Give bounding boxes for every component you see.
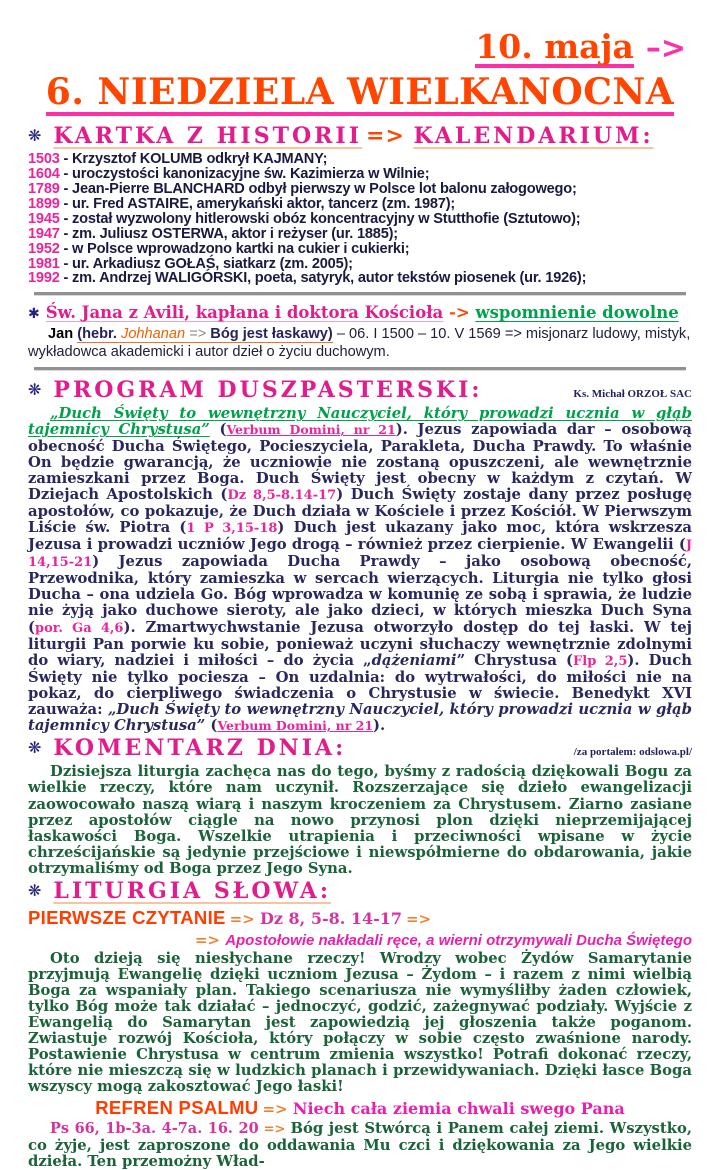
- date-line: [28, 27, 692, 68]
- entry-year: 1945: [28, 210, 60, 227]
- page-title: 6. NIEDZIELA WIELKANOCNA: [28, 74, 692, 116]
- entry-text: - zm. Juliusz OSTERWA, aktor i reżyser (ur. 1885);: [59, 225, 398, 242]
- entry-year: 1992: [28, 270, 60, 287]
- star-icon: ✱: [28, 306, 40, 323]
- arrow-icon: =>: [366, 123, 414, 149]
- arrow-icon: =>: [406, 910, 432, 929]
- cross-flower-icon: ❋: [28, 380, 42, 400]
- calendar-entry: [28, 167, 692, 182]
- calendar-entry: [28, 212, 692, 227]
- cross-flower-icon: ❋: [28, 738, 42, 758]
- calendar-entry: [28, 242, 692, 257]
- history-title: KARTKA Z HISTORII: [53, 123, 363, 149]
- psalm-body: Ps 66, 1b-3a. 4-7a. 16. 20 => Bóg jest Stwórcą i Panem całej ziemi. Wszystko, co żyje, jest zaproszone do oddawania Mu czci i dziękowania za Jego wielkie dzieła. Ten przemożny Wład-: [28, 1120, 692, 1170]
- psalm-refren-text: Niech cała ziemia chwali swego Pana: [292, 1099, 625, 1119]
- program-title: PROGRAM DUSZPASTERSKI:: [53, 377, 483, 404]
- psalm-refren-line: [28, 1098, 692, 1119]
- arrow-icon: =>: [194, 930, 226, 949]
- cross-flower-icon: ❋: [28, 126, 42, 145]
- date-arrow-icon: –>: [645, 31, 686, 66]
- psalm-refren-label: REFREN PSALMU: [95, 1097, 259, 1119]
- calendar-list: [28, 152, 692, 286]
- komentarz-title: KOMENTARZ DNIA:: [53, 735, 347, 762]
- program-body: „Duch Święty to wewnętrzny Nauczyciel, który prowadzi ucznia w głąb tajemnicy Chrystusa” (Verbum Domini, nr 21). Jezus zapowiada dar – osobową obecność Ducha Świętego, Pocieszyciela, Parakleta, Ducha Prawdy. To właśnie On będzie gwarancją, że uczniowie nie zostaną opuszczeni, ale wewnętrznie zamieszkani przez Boga. Duch Święty jest obecny w każdym z czytań. W Dziejach Apostolskich (Dz 8,5-8.14-17) Duch Święty zostaje dany przez posługę apostołów, co pokazuje, że Duch działa w Kościele i przez Kościół. W Pierwszym Liście św. Piotra (1 P 3,15-18) Duch jest ukazany jako moc, która wskrzesza Jezusa i prowadzi uczniów Jego drogą – również przez cierpienie. W Ewangelii (J 14,15-21) Jezus zapowiada Ducha Prawdy – jako osobową obecność, Przewodnika, który zamieszka w sercach wierzących. Liturgia nie tylko głosi Ducha – ona udziela Go. Bóg wprowadza w komunię ze sobą i sprawia, że ludzie nie żyją jako duchowe sieroty, ale jako dzieci, w których mieszka Duch Syna (por. Ga 4,6). Zmartwychwstanie Jezusa otworzyło dostęp do tej łaski. W tej liturgii Pan porwie ku sobie, ponieważ uczyni słuchaczy wewnętrznie zdolnymi do wiary, nadziei i miłości – do życia „dążeniami” Chrystusa (Flp 2,5). Duch Święty nie tylko pociesza – On uzdalnia: do wytrwałości, do miłości nie na pokaz, do cierpliwego świadczenia o Chrystusie w świecie. Benedykt XVI zauważa: „Duch Święty to wewnętrzny Nauczyciel, który prowadzi ucznia w głąb tajemnicy Chrystusa” (Verbum Domini, nr 21).: [28, 405, 693, 735]
- program-header: [28, 378, 692, 402]
- date-text: 10. maja: [475, 27, 634, 66]
- first-reading-subtitle-text: Apostołowie nakładali ręce, a wierni otrzymywali Ducha Świętego: [225, 931, 692, 949]
- komentarz-header: [28, 736, 692, 760]
- entry-text: - ur. Fred ASTAIRE, amerykański aktor, tancerz (zm. 1987);: [59, 195, 456, 212]
- first-reading-subtitle: [28, 931, 692, 949]
- history-header: [28, 124, 692, 148]
- kalendarium-title: KALENDARIUM:: [413, 123, 654, 149]
- calendar-entry: [28, 197, 692, 212]
- liturgia-header: [28, 879, 692, 903]
- entry-text: - Jean-Pierre BLANCHARD odbył pierwszy w Polsce lot balonu załogowego;: [59, 181, 577, 197]
- entry-text: - został wyzwolony hitlerowski obóz koncentracyjny w Stutthofie (Sztutowo);: [59, 210, 581, 227]
- calendar-entry: [28, 182, 692, 197]
- calendar-entry: [28, 271, 692, 286]
- entry-text: - ur. Arkadiusz GOŁAŚ, siatkarz (zm. 2005);: [59, 255, 353, 272]
- entry-year: 1899: [28, 195, 60, 212]
- entry-year: 1503: [28, 151, 60, 168]
- arrow-icon: =>: [262, 1100, 293, 1119]
- first-reading-body: Oto dzieją się niesłychane rzeczy! Wrodzy wobec Żydów Samarytanie przyjmują Ewangelię dzięki uczniom Jezusa – Żydom – i razem z nimi wielbią Boga za wspaniały plan. Takiego scenariusza nie wymyśliłby żaden człowiek, tylko Bóg może tak działać – jednoczyć, godzić, zażegnywać podziały. Wyjście z Ewangelią do Samarytan jest zapowiedzią jej głoszenia także poganom. Zwiastuje rozwój Kościoła, który połączy w sobie często zwaśnione narody. Postawienie Chrystusa w centrum zmienia wszystko! Potrafi dokonać rzeczy, które nie mieszczą się w ludzkich planach i przewidywaniach. Dzięki łasce Boga wszyscy mogą zakosztować Jego łaski!: [28, 949, 692, 1096]
- cross-flower-icon: ❋: [28, 881, 42, 901]
- entry-year: 1789: [28, 181, 60, 197]
- first-reading-ref: Dz 8, 5-8. 14-17: [260, 909, 403, 929]
- first-reading-label: PIERWSZE CZYTANIE: [28, 907, 226, 929]
- arrow-icon: =>: [229, 910, 261, 929]
- saint-header: [28, 303, 692, 323]
- komentarz-credit: /za portalem: odslowa.pl/: [573, 746, 692, 759]
- entry-year: 1952: [28, 240, 60, 257]
- calendar-entry: [28, 152, 692, 167]
- entry-text: - zm. Andrzej WALIGÓRSKI, poeta, satyryk, autor tekstów piosenek (ur. 1926);: [59, 270, 587, 287]
- entry-text: - uroczystości kanonizacyjne św. Kazimierza w Wilnie;: [59, 166, 430, 183]
- entry-year: 1947: [28, 225, 60, 242]
- liturgia-title: LITURGIA SŁOWA:: [53, 878, 331, 905]
- entry-text: - Krzysztof KOLUMB odkrył KAJMANY;: [59, 151, 328, 168]
- entry-year: 1981: [28, 255, 60, 272]
- separator: [34, 367, 686, 371]
- komentarz-body: Dzisiejsza liturgia zachęca nas do tego, byśmy z radością dziękowali Bogu za wielkie rzeczy, które nam uczynił. Rozszerzające się dzieło ewangelizacji zaowocowało naszą wiarą i naszym kroczeniem za Chrystusem. Ziarno zasiane przez apostołów ciągle na nowo przynosi plon dzięki nieprzemijającej łaskawości Boga. Wszelkie utrapienia i przeciwności wpisane w życie chrześcijańskie są jedynie przejściowe i niewspółmierne do obdarowania, jakie otrzymaliśmy od Boga przez Jego Syna.: [28, 763, 692, 877]
- saint-description: Jan (hebr. Johhanan => Bóg jest łaskawy) – 06. I 1500 – 10. V 1569 => misjonarz ludowy, mistyk, wykładowca akademicki i autor dzieł o życiu duchowym.: [28, 326, 691, 360]
- saint-header-text: Św. Jana z Avili, kapłana i doktora Kościoła -> wspomnienie dowolne: [45, 303, 679, 323]
- entry-year: 1604: [28, 166, 60, 183]
- program-author: Ks. Michał ORZOŁ SAC: [573, 388, 692, 401]
- calendar-entry: [28, 227, 692, 242]
- first-reading-header: [28, 907, 692, 929]
- entry-text: - w Polsce wprowadzono kartki na cukier i cukierki;: [59, 240, 410, 257]
- separator: [34, 292, 686, 296]
